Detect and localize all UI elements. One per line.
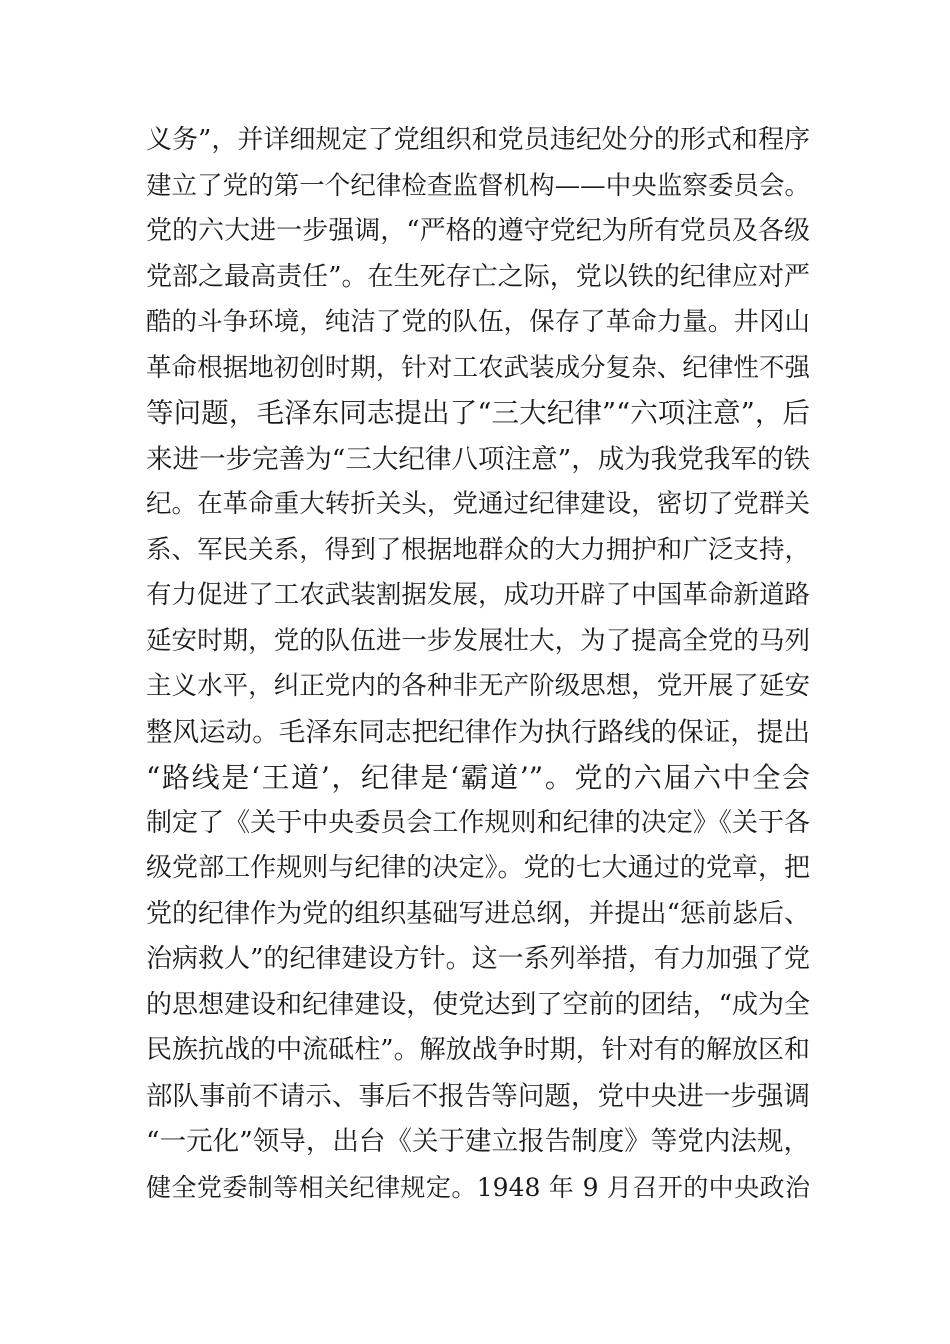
text-line: 健全党委制等相关纪律规定。1948 年 9 月召开的中央政治 xyxy=(146,1172,810,1202)
text-line: 主义水平，纠正党内的各种非无产阶级思想，党开展了延安 xyxy=(146,671,810,701)
text-line: 部队事前不请示、事后不报告等问题，党中央进一步强调 xyxy=(146,1080,810,1112)
text-line: 的思想建设和纪律建设，使党达到了空前的团结，“成为全 xyxy=(146,989,810,1020)
text-line: 民族抗战的中流砥柱”。解放战争时期，针对有的解放区和 xyxy=(146,1035,810,1065)
text-line: 党的六大进一步强调，“严格的遵守党纪为所有党员及各级 xyxy=(146,216,810,246)
text-line: 建立了党的第一个纪律检查监督机构——中央监察委员会。 xyxy=(146,170,810,201)
text-line: 义务”，并详细规定了党组织和党员违纪处分的形式和程序 xyxy=(146,125,810,155)
text-line: 制定了《关于中央委员会工作规则和纪律的决定》《关于各 xyxy=(146,807,810,838)
body-text xyxy=(146,118,810,1210)
text-line: 系、军民关系，得到了根据地群众的大力拥护和广泛支持， xyxy=(146,534,810,565)
text-line: 党部之最高责任”。在生死存亡之际，党以铁的纪律应对严 xyxy=(146,261,810,292)
text-line: 来进一步完善为“三大纪律八项注意”，成为我党我军的铁 xyxy=(146,443,810,475)
text-line: “一元化”领导，出台《关于建立报告制度》等党内法规， xyxy=(146,1126,810,1157)
text-line: 酷的斗争环境，纯洁了党的队伍，保存了革命力量。井冈山 xyxy=(146,307,810,337)
text-line: 革命根据地初创时期，针对工农武装成分复杂、纪律性不强 xyxy=(146,352,810,383)
text-line: 延安时期，党的队伍进一步发展壮大，为了提高全党的马列 xyxy=(146,625,810,656)
text-line: 有力促进了工农武装割据发展，成功开辟了中国革命新道路 xyxy=(146,580,810,610)
text-line: 等问题，毛泽东同志提出了“三大纪律”“六项注意”，后 xyxy=(146,397,810,429)
text-line: 整风运动。毛泽东同志把纪律作为执行路线的保证，提出 xyxy=(146,716,810,748)
text-line: 治病救人”的纪律建设方针。这一系列举措，有力加强了党 xyxy=(146,944,810,974)
text-line: “路线是‘王道’，纪律是‘霸道’”。党的六届六中全会 xyxy=(146,761,810,794)
text-line: 纪。在革命重大转折关头，党通过纪律建设，密切了党群关 xyxy=(146,489,810,519)
text-line: 党的纪律作为党的组织基础写进总纲，并提出“惩前毖后、 xyxy=(146,898,810,929)
text-line: 级党部工作规则与纪律的决定》。党的七大通过的党章，把 xyxy=(146,853,810,883)
